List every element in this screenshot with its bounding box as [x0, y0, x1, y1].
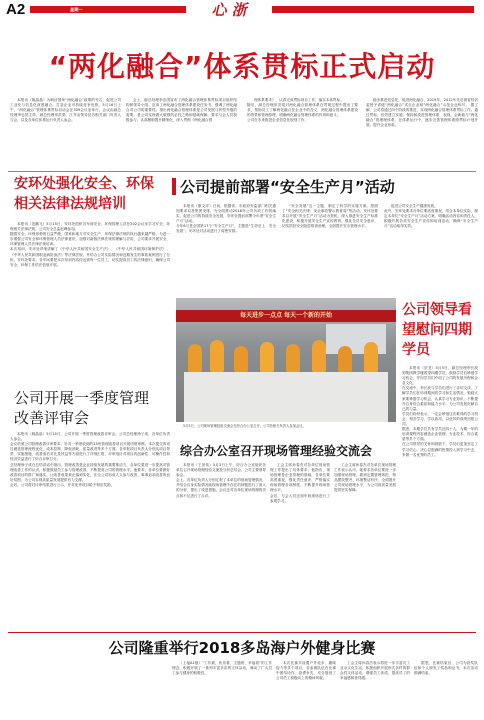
newspaper-logo: [186, 0, 272, 20]
article-4-col-2: “安全发展”这一主题，制定了科学的实施方案。按照了“安全相关法律、安全事故警示教育周”等活动，安环处要求以开展“安全生产月”活动为契机，深入推进安全生产标准化建设，积极开展安全生产宣传教育，强化全员安全意识，切实抓好安全隐患排查治理，全面提升安全管理水平。: [282, 204, 378, 229]
article-7-col-1: （上接A1版）“工作最，快乐看、主题班、幸福看”的工作理念，积极开展了一系列丰富多彩的文体活动，调动了广大员工参与健身的积极性。: [172, 661, 272, 676]
article-4-col-3: 促进公司安全生产健康发展。 此外，安环处要求各单位要高度重视，结合本单位实际，制定本单位“安全生产月”活动方案，明确活动内容和责任人，积极开展各类安全生产宣传和培训活动，确保“安全生产月”活动取得实效。: [384, 204, 478, 229]
section-divider: [8, 171, 476, 172]
article-6-body: 本报讯（贺龙）5月5日，副总经理李长波到集团教学楼看望四期学员，鼓励学员们珍惜学习机会，并向学员们介绍了公司的发展历程和企业文化。 在交流中，李长波与学员们进行了亲切交谈，了解学员们在培训期间的学习和生活情况，勉励大家要珍惜学习机会，认真学习专业知识，不断提升自身综合素质和能力水平，为公司发展贡献自己的力量。 学员们纷纷表示，一定会珍惜这次难得的学习机会，刻苦学习，学以致用，以优异的成绩回报公司。 据悉，本期学员共有学员近四十人，为期一年的培训课程内容涵盖企业管理、专业技术、综合素质等多个方面。 在公司领导的关怀和鼓励下，学员们更加坚定了学习信心，决心以饱满的热情投入到学习中去，争做一名优秀的员工。: [402, 366, 478, 457]
article-4-title: 公司提前部署“安全生产月”活动: [180, 178, 395, 196]
header-weekday: 星期一: [70, 7, 83, 12]
article-1-col-1: 本报讯（姚晶晶）为响应国家“两化融合”政策的号召，促进公司工业化与信息化深度融合，打造企业可持续竞争优势。5月16日上午，“两化融合”管理体系贯标启动会在309会议室举行。会议由副总经理李忠国主持，副总经理常洪梁、江齐金领导及各相关部门负责人与会，以及各单位体系运行负责人参会。: [10, 98, 121, 123]
article-1-col-4: 稳步推进信息化，促进两化融合，2019年，2012年先后被省经信委授予省级“两化融合”试点企业和“两化融合”示范企业称号。 据了解，公司将通过四个阶段的推进，实现两化融合管理体系贯标工作。通过贯标，有效建立实施、保持和改进管理体系，表现，会新能与“两化融合”管理理体系，在体系运行中，逐步完善管理体系照贯标计划开展，提升企业形象。: [366, 98, 478, 128]
main-headline: “两化融合”体系贯标正式启动: [48, 50, 436, 83]
article-5-col-2: 工会主席孙春杰对各单位现场管理工作提出了具体要求，他指出，现场管理是企业管理的基础，各单位要高度重视，强化责任意识，严格落实现场管理各项制度，不断提升现场管理水平。 会后，与会人员还到车间现场进行了参观学习。: [270, 463, 330, 503]
meeting-photo: [176, 298, 396, 422]
article-3-title: 公司开展一季度管理改善评审会: [14, 389, 150, 427]
article-5-title: 综合办公室召开现场管理经验交流会: [180, 444, 373, 458]
article-4-col-1: 本报讯（康文洋）日前，根据省、市政府安监部门相关通知要求以及集团安排，为全面推动2018年公司各项工作的落实，促进公司的持续安全发展，安环处提前部署今年度“安全生产月”活动。 今年6月是全国第17个“安全生产月”，主题是“生命至上、安全发展”。安环处对活动进行了周密安排。: [176, 204, 276, 234]
article-3-body: 本报讯（姚晶晶）5月15日，公司开展一季度管理改善评审会。公司总经理徐子成，各单位负责人参会。 会议依照公司管理改善评审要求，针对一季度收到的13份管理改善项目开展申报审核。本次提交的项目涵盖管理流程优化、成本控制、降低消耗、质量改进等多个方面。各申报项目负责人分别从项目背景、实施措施、改善前后对比及效益等方面进行了详细汇报，评审组针对项目的创新性、可操作性和经济效益进行了综合评审打分。 总经理徐子成在总结讲话中指出，管理改善是企业持续发展的重要推动力，各单位要进一步提高对管理改善工作的认识，积极鼓励员工参与管理改善，不断提高公司的管理水平。他要求，各单位要做好改善项目的推广和落实，让改善成果真正落到实处，在全公司形成人人参与改善、事事追求改善的良好氛围，为公司实现高质量发展提供有力支撑。 会后，公司将对评审结果进行公示，并对优秀项目给予相应奖励。: [10, 432, 170, 487]
article-2-body: 本报讯（范鹏飞）5月15日，安环处组织各车间安全、环保管理人员在202会议室学习安全、环保相关法律法规，公司安全总监赵峰参加。 随着安全、环保形势的日益严峻，国家和地方对安全生产、环保法律法规的执行越来越严格，为进一步增强公司安全和环保管理人员法律意识，加强对新版法律法规的理解与应用，公司要求开展安全、环保管理人员法律法规培训。 本次培训，安环处详细讲解了《中华人民共和国安全生产法》、《中华人民共和国环境保护法》、《中华人民共和国职业病防治法》等法律法规，并结合公司实际情况和近期发生的事故案例进行了分析。安环处要求，各车间要把本次培训内容传达到每一位员工，切实提高员工的法律意识，确保公司安全、环保工作依法依规开展。: [10, 222, 170, 267]
photo-banner-text: 每天进步一点点 每天一个新的开始: [239, 312, 333, 319]
photo-caption: 5月3日，公司现场管理经验交流会在综合办公室召开，公司各相关负责人参加会议。: [183, 424, 306, 428]
article-1-col-3: 理体系要求》，认真完成贯标项目工作，落实本体贯标。 随后，副总经理常洪梁对两化融合管理体系在贯彻过程中提出了要求，帮助员工了解两化融合在企业中的含义，两化融合管理体系建设的背景和管理原理，明确两化融合管理体系的作用和意义。 公司在未来推进企业信息化规划工作，: [247, 98, 358, 123]
article-7-title: 公司隆重举行2018多岛海户外健身比赛: [108, 639, 376, 657]
article-2-title: 安环处强化安全、环保相关法律法规培训: [14, 176, 154, 212]
article-1-col-2: 会上，副总经理李忠国宣布了两化融合管理体系贯标项目组织结构和领导小组。宣读了两化融合管理体系建设任务书。强调了两化融合对公司的重要性。指出两化融合管理体系是公司发展与转型升级的需要，是公司实现做大做强的必经之路和基础保障。要求与会人员积极参与，认真履职提升精细化，深入贯彻《两化融合管: [126, 98, 237, 123]
photo-table: [184, 372, 388, 422]
article-7-divider: [8, 632, 476, 633]
photo-banner: [176, 310, 396, 322]
article-7-col-4: 据悉，比赛结束后，公司为获奖队伍和个人颁发了奖品和证书，本次活动圆满结束。: [414, 661, 478, 676]
article-4-title-bar: [172, 178, 176, 195]
page-header: [0, 0, 484, 22]
header-date: 2018年5月8日: [66, 1, 95, 6]
page-code: A2: [6, 1, 26, 18]
article-7-col-3: 工会主席孙春杰表示将进一步丰富员工业余文化生活，积极组织开展形式多样的群众性文体活动，增强员工体质，提高员工的幸福感和获得感。: [340, 661, 410, 681]
logo-text: 心 浙: [211, 1, 247, 19]
article-7-col-2: 本次比赛共设置户外徒步、趣味接力等多个项目，各参赛队伍在比赛中团结协作、奋勇争先，充分展现了公司员工积极向上的精神风貌。: [276, 661, 336, 681]
article-5-col-1: 本报讯（王世伟）5月3日上午，综合办公室组织各单位召开现场管理经验交流及分析总结会。公司主要领导参会。 会上，各单位负责人分别汇报了本单位的现场管理情况，并结合自身实际情况就现场管理中存在的问题进行了深入的分析，提出了改进措施。会议还对各单位现场管理的亮点和不足进行了点评。: [176, 463, 266, 498]
article-6-title: 公司领导看望慰问四期学员: [402, 302, 472, 358]
article-5-col-3: 工会主席孙春杰对各单位现场管理工作表示认可，她要求各单位要进一步加强现场管理，做到定置管理规范、物品摆放整齐、环境整洁有序，全面提升公司现场管理水平，为公司高质量发展提供坚实保障。: [334, 463, 396, 493]
photo-person-group: [188, 338, 384, 372]
